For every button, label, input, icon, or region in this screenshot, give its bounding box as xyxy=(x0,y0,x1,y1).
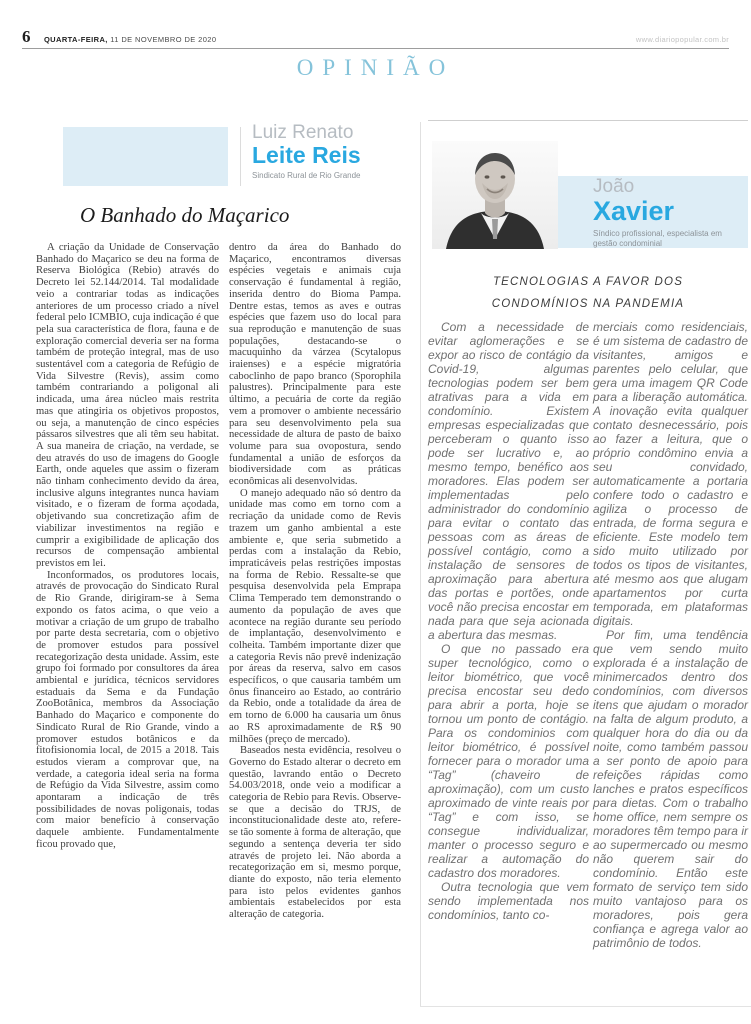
right-author-last-name: Xavier xyxy=(593,196,675,226)
paragraph: O que no passado era super tecnológico, como o leitor biométrico, que você precisa encostar seu dedo para abrir a porta, hoje se tornou um ponto de contágio. Para os condominios com leitor biométrico, é possível fornecer para o morador uma “Tag” (chaveiro de aproximação), com um custo aproximado de vinte reais por “Tag” e com isso, se consegue individualizar, manter o processo seguro e realizar a automação do cadastro dos moradores. xyxy=(428,642,589,880)
paragraph: O manejo adequado não só dentro da unidade mas como em torno com a recriação da unidade como de Revis trazem um ganho ambiental a este ambiente e, que seria submetido a perdas com a instalação da Rebio, impraticáveis pelas restrições impostas na forma de Rebio. Ressalte-se que pesquisa desenvolvida pela Emprapa Clima Temperado tem demonstrando o aumento da população de aves que acontece na região durante seu período de implantação, desenvolvimento e colheita. Também importante dizer que a categoria Revis não prevê indenização por áreas da reserva, salvo em casos específicos, o que causaria também um ônus financeiro ao Estado, ao contrário da Rebio, onde a totalidade da área de em torno de 6.000 ha causaria um ônus ao RS aproximadamente de R$ 90 milhões (preço de mercado). xyxy=(229,487,401,745)
right-article-bottom-rule xyxy=(420,1006,751,1007)
right-article-title xyxy=(428,271,748,315)
edition-weekday: QUARTA-FEIRA, xyxy=(43,35,108,44)
header-rule xyxy=(22,48,729,49)
paragraph: Baseados nesta evidência, resolveu o Governo do Estado alterar o decreto em questão, lavrando então o Decreto 54.003/2018, onde veio a modificar a categoria de Rebio para Revis. Observe-se que a decisão do TRJS, de inconstitucionalidade deste ato, refere-se tão somente à forma de alteração, que segundo a sentença deveria ter sido através de projeto lei. Não aborda a recategorização em si, mesmo porque, diante do exposto, não teria elemento para isto pelos evidentes ganhos ambientais estabelecidos por esta alteração de categoria. xyxy=(229,745,401,921)
left-author-accent-box xyxy=(63,127,228,186)
paragraph: Com a necessidade de evitar aglomerações e se expor ao risco de contágio da Covid-19, algumas tecnologias podem ser bem atrativas para a vida em condomínio. Existem empresas especializadas que perceberam o quanto isso pode ser lucrativo e, ao mesmo tempo, benéfico aos moradores. Elas podem ser implementadas pelo administrador do condomínio para evitar o contato das pessoas com as áreas de possível contágio, como a instalação de sensores de aproximação para abertura das portas e portões, onde você não precisa encostar em nada para que seja acionada a abertura das mesmas. xyxy=(428,320,589,642)
left-author-block xyxy=(252,123,402,181)
paragraph: A criação da Unidade de Conservação Banhado do Maçarico se deu na forma de Reserva Biológica (Rebio) através do Decreto lei 52.144/2014. Tal modalidade veio a contrariar todas as indicações anteriores de um processo criado a nível federal pelo ICMBIO, cuja indicação é que pela sua característica de flora, fauna e de exploração comercial deveria ser na forma também de proteção integral, mas de uso sustentável com a categoria de Refúgio de Vida Silvestre (Revis), assim como também contrariando a poligonal ali indicada, uma área núcleo mais restrita mas que atingiria os objetivos propostos, ou seja, a manutenção de cinco espécies pássaros silvestres que ali têm seu habitat. A sua maneira de criação, na verdade, se deu através do uso de imagens do Google Earth, onde aqueles que assim o fizeram não tinham conhecimento devido da área, inclusive alguns integrantes nunca haviam visitado, e o fizeram de forma açodada, objetivando sua concretização afim de viabilizar investimentos na região e cumprir a exigibilidade de aplicação dos recursos de compensação ambiental previstos em lei. xyxy=(36,242,219,569)
paragraph: Inconformados, os produtores locais, através de provocação do Sindicato Rural de Rio Grande, dirigiram-se à Sema expondo os fatos acima, o que veio a motivar a criação de um grupo de trabalho por parte desta secretaria, com o objetivo de promover estudos para possível recategorização desta unidade. Assim, este grupo foi formado por consultores da área ambiental e jurídica, técnicos servidores estaduais da Sema e da Fundação ZooBotânica, membros da Associação Banhado do Maçarico e componente do Sindicato Rural de Rio Grande, vindo a promover estudos botânicos e da fitofisionomia local, de 2015 a 2018. Tais estudos vieram a comprovar que, na verdade, a categoria ideal seria na forma de Refúgio da Vida Silvestre, assim como apontaram a indicação de três possibilidades de novas poligonais, todas com maior benefício à conservação daquele ambiente. Fundamentalmente ficou provado que, xyxy=(36,569,219,850)
section-title: OPINIÃO xyxy=(296,55,455,80)
masthead xyxy=(22,27,729,47)
right-article-top-rule xyxy=(428,120,748,121)
paragraph: Por fim, uma tendência que vem sendo muito explorada é a instalação de minimercados dentro dos condomínios, com diversos itens que ajudam o morador na falta de algum produto, a qualquer hora do dia ou da noite, como também passou a ser ponto de apoio para refeições rápidas como lanches e pratos específicos para dietas. Com o trabalho home office, nem sempre os moradores têm tempo para ir ao supermercado ou mesmo não querem sair do condomínio. Então este formato de serviço tem sido muito vantajoso para os moradores, pois gera confiança e agrega valor ao patrimônio de todos. xyxy=(593,628,748,950)
website-url: www.diariopopular.com.br xyxy=(635,35,729,44)
right-article-title-line1: TECNOLOGIAS A FAVOR DOS xyxy=(492,276,684,288)
edition-date-rest: 11 DE NOVEMBRO DE 2020 xyxy=(107,35,217,44)
right-article-column-1 xyxy=(428,320,589,922)
left-author-last-name: Leite Reis xyxy=(252,142,361,168)
left-author-role: Sindicato Rural de Rio Grande xyxy=(252,171,361,180)
left-article-column-2 xyxy=(229,242,401,921)
right-article-column-2 xyxy=(593,320,748,950)
left-article-title: O Banhado do Maçarico xyxy=(80,203,290,227)
left-author-first-name: Luiz Renato xyxy=(252,122,354,143)
left-article-column-1 xyxy=(36,242,219,851)
edition-date xyxy=(44,35,217,47)
page-number: 6 xyxy=(22,27,31,46)
author-photo xyxy=(432,141,558,249)
paragraph: dentro da área do Banhado do Maçarico, encontramos diversas espécies vegetais e animais cuja conservação é fundamental à região, inserida dentro do Bioma Pampa. Dentre estas, temos as aves e outras espécies que fazem uso do local para sua reprodução e manutenção de suas populações, destacando-se o macuquinho da várzea (Scytalopus iraienses) e a espécie migratória caboclinho de papo branco (Sporophila palustres). Principalmente para este último, a pecuária de corte da região vem a promover o ambiente necessário para seu desenvolvimento pela sua necessidade de altura de pasto de baixo volume para sua ovopostura, sendo fundamental a união de esforços da biodiversidade com as práticas econômicas ali desenvolvidas. xyxy=(229,242,401,488)
paragraph: Outra tecnologia que vem sendo implementada nos condomínios, tanto co- xyxy=(428,880,589,922)
right-author-first-name: João xyxy=(593,176,635,197)
paragraph: merciais como residenciais, é um sistema de cadastro de visitantes, amigos e parentes pelo celular, que gera uma imagem QR Code para a liberação automática. A inovação evita qualquer contato desnecessário, pois ao fazer a leitura, que o próprio condômino envia a seu convidado, automaticamente a portaria confere todo o cadastro e agiliza o processo de entrada, de forma segura e eficiente. Este modelo tem sido muito utilizado por todos os tipos de visitantes, até mesmo aos que alugam apartamentos por curta temporada, em plataformas digitais. xyxy=(593,320,748,628)
column-divider-line xyxy=(420,122,421,1006)
right-author-block xyxy=(593,177,745,249)
right-article-title-line2: CONDOMÍNIOS NA PANDEMIA xyxy=(491,298,685,310)
right-author-role: Síndico profissional, especialista em gestão condominial xyxy=(593,229,722,248)
left-author-divider xyxy=(240,127,241,186)
